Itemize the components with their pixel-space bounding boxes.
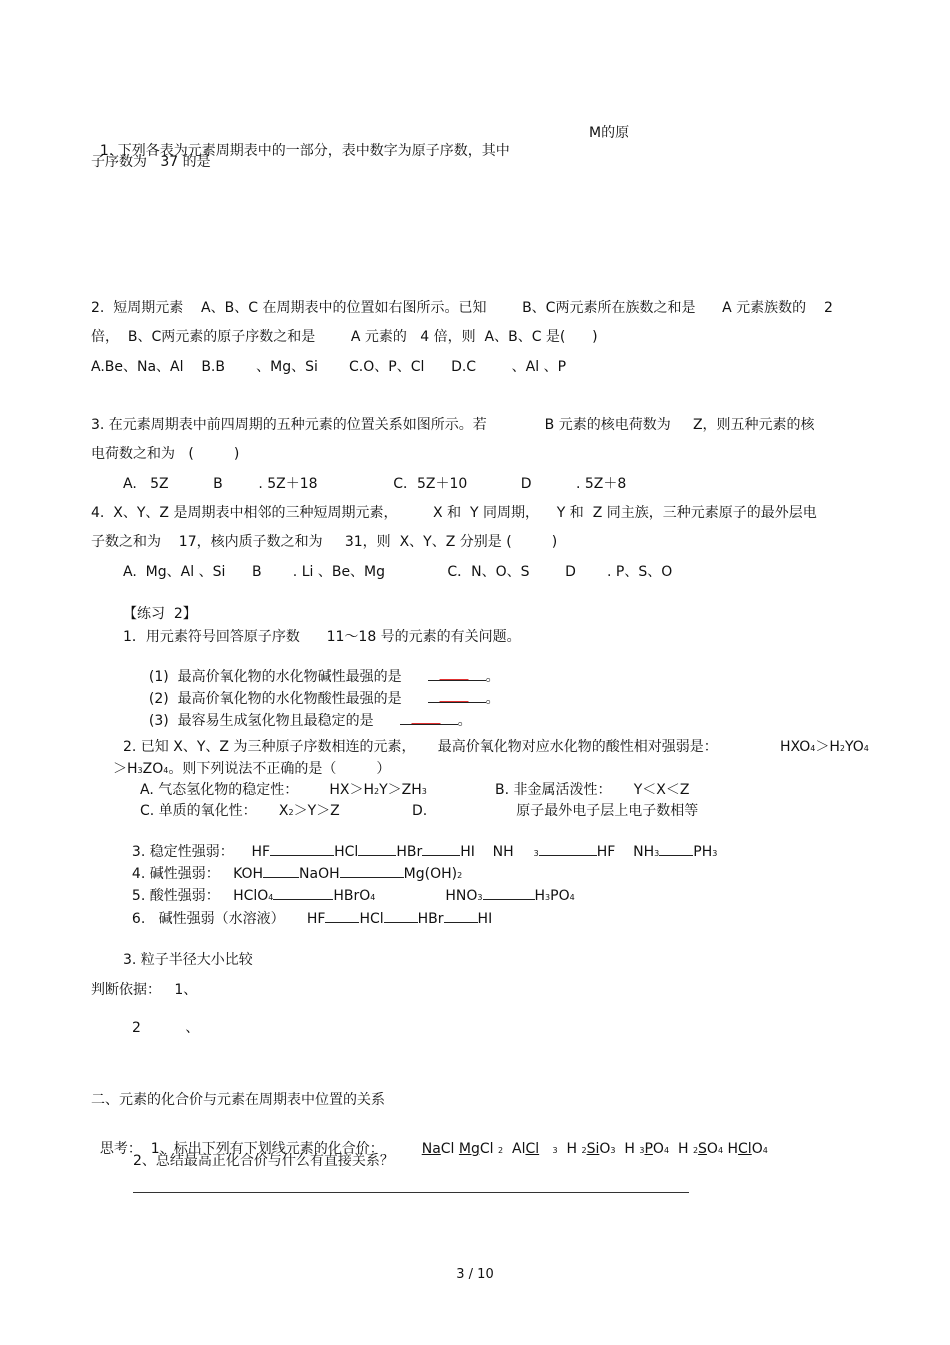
q3-line2	[91, 445, 239, 463]
alcl3-sub: 3	[552, 1146, 558, 1155]
h2so4-sub-h: 2	[692, 1146, 699, 1155]
ph3-sub: 3	[712, 849, 718, 858]
zo-sub: 4	[163, 766, 169, 775]
q4-line1	[91, 504, 817, 522]
sub3-text: (3) 最容易生成氢化物且最稳定的是	[148, 713, 374, 729]
q3-options	[123, 475, 626, 493]
acid-hno: HNO	[445, 888, 478, 904]
optD-text: D. 原子最外电子层上电子数相等	[412, 803, 699, 819]
zo-text: ZO	[142, 761, 164, 777]
q1-text: 1. 下列各表为元素周期表中的一部分，表中数字为原子序数，其中	[99, 143, 510, 159]
nacl-na: Na	[421, 1141, 441, 1157]
answer-line[interactable]	[133, 1192, 689, 1193]
h3po4-p: P	[644, 1141, 653, 1157]
mgcl2-sub: 2	[498, 1146, 504, 1155]
stab-blank-4[interactable]	[539, 843, 597, 856]
optC-text2: ＞Y＞Z	[293, 803, 340, 819]
h2so4-o: O	[706, 1141, 718, 1157]
h3po4-sub-o: 4	[663, 1146, 670, 1155]
aq-blank-1[interactable]	[325, 910, 359, 923]
stab-hi-nh: HI NH	[460, 844, 514, 860]
q1-tail-text: M的原	[589, 125, 630, 141]
acid-po: PO	[550, 888, 570, 904]
h3po4-sub-h: 3	[545, 893, 551, 902]
stab-blank-5[interactable]	[659, 843, 693, 856]
hclo4-h: H	[727, 1141, 739, 1157]
gt-h-text-2: ＞H	[113, 761, 138, 777]
aq-hbr: HBr	[417, 911, 444, 927]
h2so4-h: H	[677, 1141, 689, 1157]
hbro4-sub: 4	[370, 893, 376, 902]
aqueous-line	[123, 892, 492, 928]
sub3-answer-blank[interactable]	[400, 712, 458, 725]
aq-hcl: HCl	[359, 911, 384, 927]
optA-text: A. 气态氢化物的稳定性： HX＞H	[140, 782, 375, 798]
q2b-optD	[412, 802, 698, 820]
yo-text: YO	[844, 739, 864, 755]
nh3-sub-1: 3	[533, 849, 539, 858]
radius-basis	[91, 981, 197, 999]
yo-sub: 4	[863, 744, 869, 753]
think2-text: 2、总结最高正化合价与什么有直接关系？	[133, 1153, 394, 1169]
alcl3-cl: Cl	[525, 1141, 540, 1157]
q2-line1-text: 2. 短周期元素 A、B、C 在周期表中的位置如右图所示。已知 B、C两元素所在族数之和是 A 元素族数的 2	[91, 300, 833, 316]
base-naoh: NaOH	[299, 866, 340, 882]
q2b-line1-text: 2. 已知 X、Y、Z 为三种原子序数相连的元素， 最高价氧化物对应水化物的酸性相对强弱是：	[123, 739, 718, 755]
q3-line1-text: 3. 在元素周期表中前四周期的五种元素的位置关系如图所示。若 B 元素的核电荷数为 Z，则五种元素的核	[91, 417, 815, 433]
h3po4-sub: 3	[639, 1146, 645, 1155]
optC-text: C. 单质的氧化性： X	[140, 803, 289, 819]
stab-label: 3. 稳定性强弱： HF	[131, 844, 271, 860]
practice2-heading	[123, 605, 197, 623]
radius-title-text: 3. 粒子半径大小比较	[123, 952, 253, 968]
q4-line1-text: 4. X、Y、Z 是周期表中相邻的三种短周期元素， X 和 Y 同周期， Y 和 Z 同主族，三种元素原子的最外层电	[91, 505, 817, 521]
gt-h-text: ＞H	[815, 739, 840, 755]
h2sio3-h: H	[566, 1141, 578, 1157]
q2b-optA	[140, 781, 427, 801]
radius-title	[123, 951, 253, 969]
q3-line2-text: 电荷数之和为 ( )	[91, 446, 240, 462]
q4-options	[123, 563, 672, 581]
hclo4-cl: Cl	[738, 1141, 752, 1157]
h3-sub: 3	[137, 766, 143, 775]
h3po4-o: O	[652, 1141, 664, 1157]
q2-options-text: A.Be、Na、Al B.B 、Mg、Si C.O、P、Cl D.C 、Al 、P	[91, 359, 567, 375]
radius-item2	[132, 1019, 199, 1037]
practice2-item1-text: 1．用元素符号回答原子序数 11～18 号的元素的有关问题。	[123, 629, 521, 645]
h2sio3-si: Si	[586, 1141, 600, 1157]
q2b-question-text: 。则下列说法不正确的是（ ）	[168, 761, 391, 777]
optA-sub2: 2	[374, 787, 380, 796]
q4-line2	[91, 533, 557, 551]
h2sio3-sub-o: 3	[610, 1146, 616, 1155]
page-number: 3 / 10	[456, 1267, 494, 1282]
hxo-text: HXO	[780, 739, 811, 755]
radius-basis-text: 判断依据： 1、	[91, 982, 198, 998]
q4-line2-text: 子数之和为 17，核内质子数之和为 31，则 X、Y、Z 分别是 ( )	[91, 534, 558, 550]
think1-label: 思考： 1、标出下列有下划线元素的化合价：	[99, 1141, 384, 1157]
sub1-text: (1) 最高价氧化物的水化物碱性最强的是	[148, 669, 402, 685]
base-label: 4. 碱性强弱： KOH	[131, 866, 264, 882]
mgcl2-cl: Cl	[479, 1141, 494, 1157]
q1-line1-tail	[589, 124, 629, 142]
nacl-cl: Cl	[440, 1141, 455, 1157]
stab-hf-nh: HF NH	[596, 844, 655, 860]
mgoh2-sub: 2	[457, 871, 463, 880]
section2-title	[91, 1091, 385, 1109]
acid-h: H	[534, 888, 546, 904]
q2b-optB	[495, 781, 690, 799]
q3-line1	[91, 416, 815, 434]
aq-hi: HI	[477, 911, 493, 927]
q2-line2	[91, 328, 598, 346]
section2-title-text: 二、元素的化合价与元素在周期表中位置的关系	[91, 1092, 385, 1108]
aq-blank-2[interactable]	[384, 910, 418, 923]
sub2-text: (2) 最高价氧化物的水化物酸性最强的是	[148, 691, 402, 707]
h2-sub: 2	[839, 744, 845, 753]
h2so4-sub-o: 4	[717, 1146, 724, 1155]
h2sio3-o: O	[599, 1141, 611, 1157]
q3-options-text: A. 5Z B . 5Z＋18 C．5Z＋10 D . 5Z＋8	[123, 476, 627, 492]
radius-item2-text: 2 、	[132, 1020, 200, 1036]
acid-label: 5. 酸性强弱： HClO	[131, 888, 269, 904]
aq-label: 6. 碱性强弱（水溶液） HF	[131, 911, 326, 927]
q2b-line1-tail	[780, 738, 869, 758]
think2-line	[133, 1152, 394, 1170]
q2-line1	[91, 299, 833, 317]
optA-text2: Y＞ZH	[379, 782, 422, 798]
nh3-sub-2: 3	[654, 849, 660, 858]
hclo4-sub: 4	[268, 893, 274, 902]
sub2-period: 。	[485, 691, 500, 707]
practice2-item1	[123, 628, 521, 646]
h3po4-h: H	[624, 1141, 635, 1157]
q2-options	[91, 358, 566, 376]
stab-ph: PH	[693, 844, 713, 860]
stab-hbr: HBr	[396, 844, 423, 860]
sub3-period: 。	[457, 713, 472, 729]
stab-hcl: HCl	[334, 844, 359, 860]
q2-line2-text: 倍， B、C两元素的原子序数之和是 A 元素的 4 倍，则 A、B、C 是( )	[91, 329, 598, 345]
q1-line2	[91, 153, 211, 171]
h2so4-s: S	[698, 1141, 707, 1157]
base-mgoh2: Mg(OH)	[403, 866, 458, 882]
acid-hbro: HBrO	[333, 888, 371, 904]
practice2-heading-text: 【练习 2】	[123, 606, 197, 622]
practice2-sub3	[140, 694, 472, 730]
hclo4-o: O	[751, 1141, 763, 1157]
sub1-period: 。	[485, 669, 500, 685]
q2b-line1	[123, 738, 718, 756]
h3po4-sub-o: 4	[569, 893, 575, 902]
hclo4-sub-o: 4	[762, 1146, 768, 1155]
mgcl2-mg: Mg	[458, 1141, 480, 1157]
optC-sub: 2	[288, 808, 294, 817]
q4-options-text: A. Mg、Al 、Si B . Li 、Be、Mg C．N、O、S D . P、S、O	[123, 564, 673, 580]
q2b-line2	[113, 760, 390, 780]
optA-sub3: 3	[421, 787, 427, 796]
aq-blank-3[interactable]	[444, 910, 478, 923]
q2b-optC	[140, 802, 340, 822]
hxo-sub: 4	[810, 744, 816, 753]
optB-text: B. 非金属活泼性： Y＜X＜Z	[495, 782, 690, 798]
hno3-sub: 3	[477, 893, 483, 902]
alcl3-al: Al	[512, 1141, 526, 1157]
q1-line2-text: 子序数为 37 的是	[91, 154, 211, 170]
h2sio3-sub-h: 2	[581, 1146, 587, 1155]
